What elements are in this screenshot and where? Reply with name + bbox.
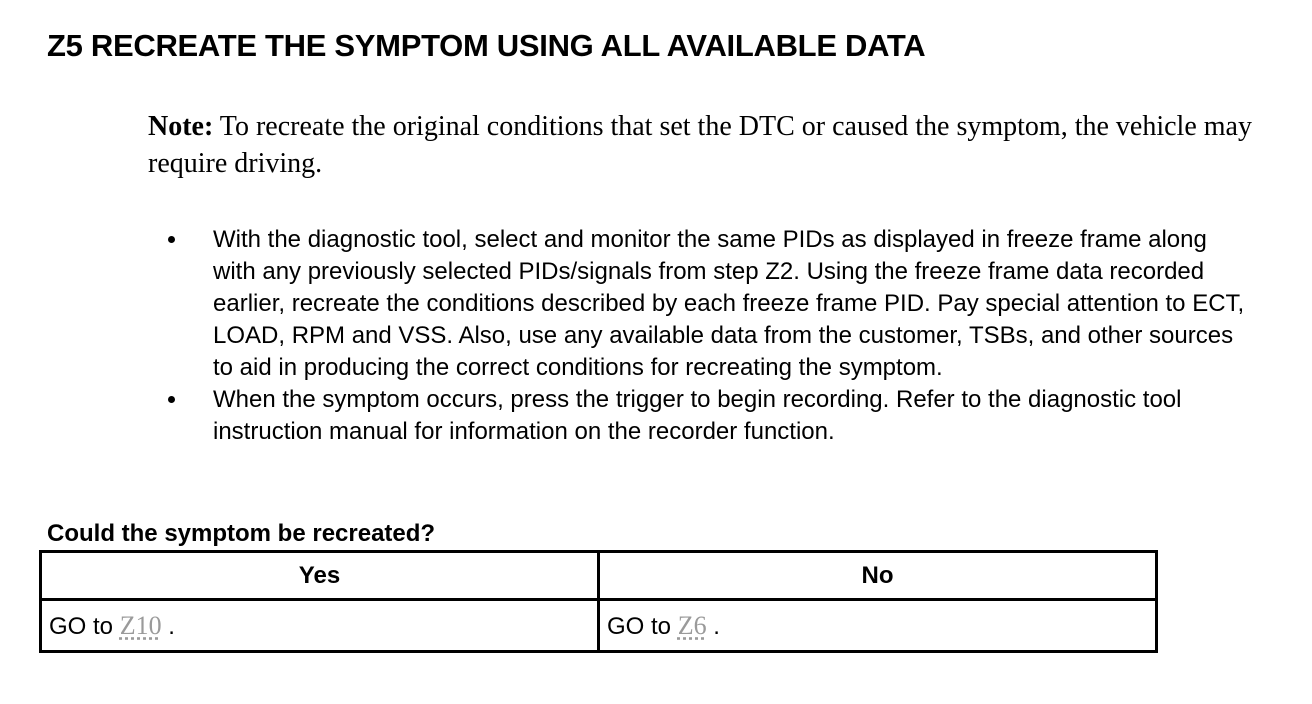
goto-z6-link[interactable]: Z6 <box>677 610 707 640</box>
goto-z10-link[interactable]: Z10 <box>119 610 162 640</box>
yes-action-cell <box>41 600 599 652</box>
page-title: Z5 RECREATE THE SYMPTOM USING ALL AVAILABLE DATA <box>47 28 926 63</box>
bullet-icon <box>168 236 175 243</box>
header-no: No <box>599 552 1157 600</box>
no-action-prefix: GO to <box>607 612 678 640</box>
instruction-list <box>165 224 1245 448</box>
question-heading: Could the symptom be recreated? <box>47 520 436 547</box>
table-header-row <box>41 552 1157 600</box>
list-item-text: When the symptom occurs, press the trigger to begin recording. Refer to the diagnostic tool instruction manual for information on the recorder function. <box>213 386 1182 445</box>
yes-action-prefix: GO to <box>49 612 120 640</box>
bullet-icon <box>168 396 175 403</box>
yes-action-suffix: . <box>161 612 175 640</box>
no-action-cell <box>599 600 1157 652</box>
list-item-text: With the diagnostic tool, select and monitor the same PIDs as displayed in freeze frame along with any previously selected PIDs/signals from step Z2. Using the freeze frame data recorded earlier, recreate the conditions described by each freeze frame PID. Pay special attention to ECT, LOAD, RPM and VSS. Also, use any available data from the customer, TSBs, and other sources to aid in producing the correct conditions for recreating the symptom. <box>213 226 1245 381</box>
decision-table <box>39 550 1158 653</box>
list-item <box>165 224 1245 384</box>
table-row <box>41 600 1157 652</box>
no-action-suffix: . <box>706 612 720 640</box>
note-paragraph <box>148 108 1288 182</box>
list-item <box>165 384 1245 448</box>
note-label: Note: <box>148 111 214 142</box>
header-yes: Yes <box>41 552 599 600</box>
note-text: To recreate the original conditions that set the DTC or caused the symptom, the vehicle may require driving. <box>148 111 1252 179</box>
